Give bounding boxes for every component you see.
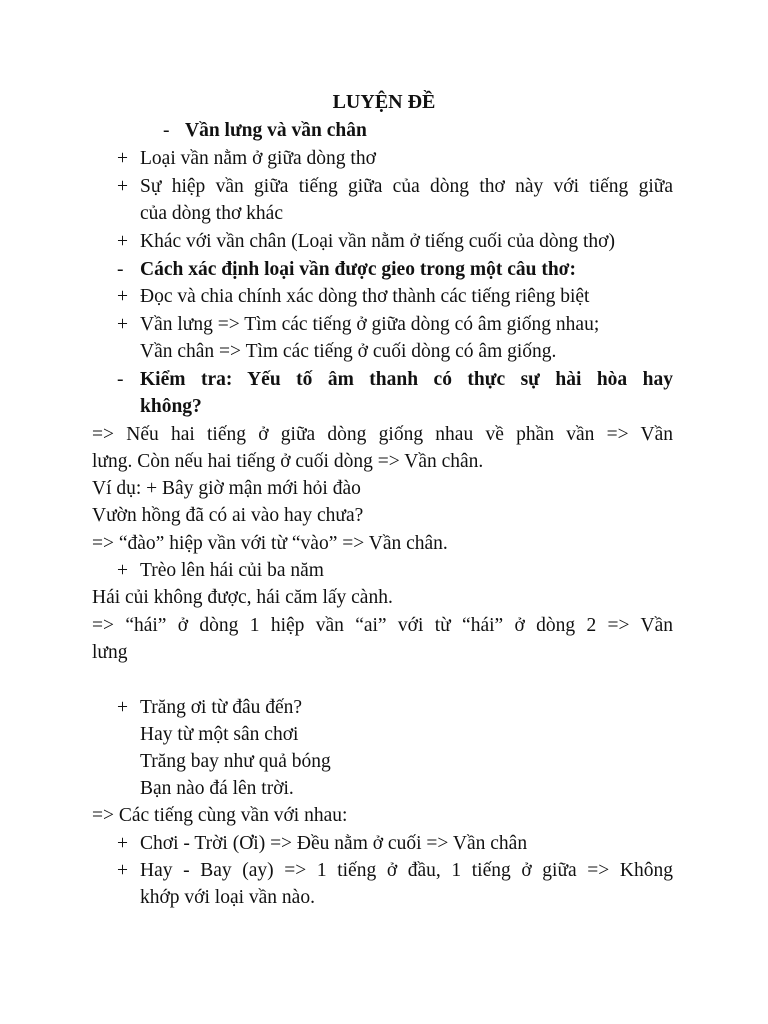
list-item: Chơi - Trời (Ơi) => Đều nằm ở cuối => Vần chân <box>140 833 528 854</box>
dash-bullet: - <box>117 259 124 280</box>
plus-bullet: + <box>117 314 128 335</box>
list-item-continued: khớp với loại vần nào. <box>140 887 315 908</box>
conclusion-line: => Các tiếng cùng vần với nhau: <box>92 805 348 826</box>
poem-line: Trăng ơi từ đâu đến? <box>140 697 303 718</box>
plus-bullet: + <box>117 148 128 169</box>
list-item: Vần lưng => Tìm các tiếng ở giữa dòng có âm giống nhau; <box>140 314 600 335</box>
plus-bullet: + <box>117 176 128 197</box>
plus-bullet: + <box>117 286 128 307</box>
list-item: Hay - Bay (ay) => 1 tiếng ở đầu, 1 tiếng ở giữa => Không <box>140 860 673 881</box>
list-item: Khác với vần chân (Loại vần nằm ở tiếng cuối của dòng thơ) <box>140 231 615 252</box>
paragraph-line: lưng. Còn nếu hai tiếng ở cuối dòng => Vần chân. <box>92 451 484 472</box>
list-item-continued: Vần chân => Tìm các tiếng ở cuối dòng có âm giống. <box>140 341 557 362</box>
list-item: Đọc và chia chính xác dòng thơ thành các tiếng riêng biệt <box>140 286 590 307</box>
example-line: Vườn hồng đã có ai vào hay chưa? <box>92 505 364 526</box>
plus-bullet: + <box>117 833 128 854</box>
example-line: => “hái” ở dòng 1 hiệp vần “ai” với từ “hái” ở dòng 2 => Vần <box>92 615 673 636</box>
example-line: => “đào” hiệp vần với từ “vào” => Vần chân. <box>92 533 448 554</box>
list-item-continued: của dòng thơ khác <box>140 203 283 224</box>
list-item: Loại vần nằm ở giữa dòng thơ <box>140 148 376 169</box>
example-line: Hái củi không được, hái căm lấy cành. <box>92 587 393 608</box>
plus-bullet: + <box>117 560 128 581</box>
plus-bullet: + <box>117 860 128 881</box>
paragraph-line: => Nếu hai tiếng ở giữa dòng giống nhau về phần vần => Vần <box>92 424 673 445</box>
section-heading-van-lung: Vần lưng và vần chân <box>185 120 367 141</box>
section-heading-cach-xac-dinh: Cách xác định loại vần được gieo trong một câu thơ: <box>140 259 576 280</box>
list-item: Sự hiệp vần giữa tiếng giữa của dòng thơ này với tiếng giữa <box>140 176 673 197</box>
dash-bullet: - <box>117 369 124 390</box>
plus-bullet: + <box>117 231 128 252</box>
page-title: LUYỆN ĐỀ <box>332 91 436 113</box>
poem-line: Bạn nào đá lên trời. <box>140 778 294 799</box>
plus-bullet: + <box>117 697 128 718</box>
poem-line: Hay từ một sân chơi <box>140 724 299 745</box>
example-line: lưng <box>92 642 128 663</box>
example-line: Ví dụ: + Bây giờ mận mới hỏi đào <box>92 478 361 499</box>
example-line: Trèo lên hái củi ba năm <box>140 560 324 581</box>
poem-line: Trăng bay như quả bóng <box>140 751 331 772</box>
section-heading-kiem-tra: Kiểm tra: Yếu tố âm thanh có thực sự hài hòa hay <box>140 369 673 390</box>
dash-bullet: - <box>163 120 170 141</box>
section-heading-kiem-tra-continued: không? <box>140 396 202 417</box>
